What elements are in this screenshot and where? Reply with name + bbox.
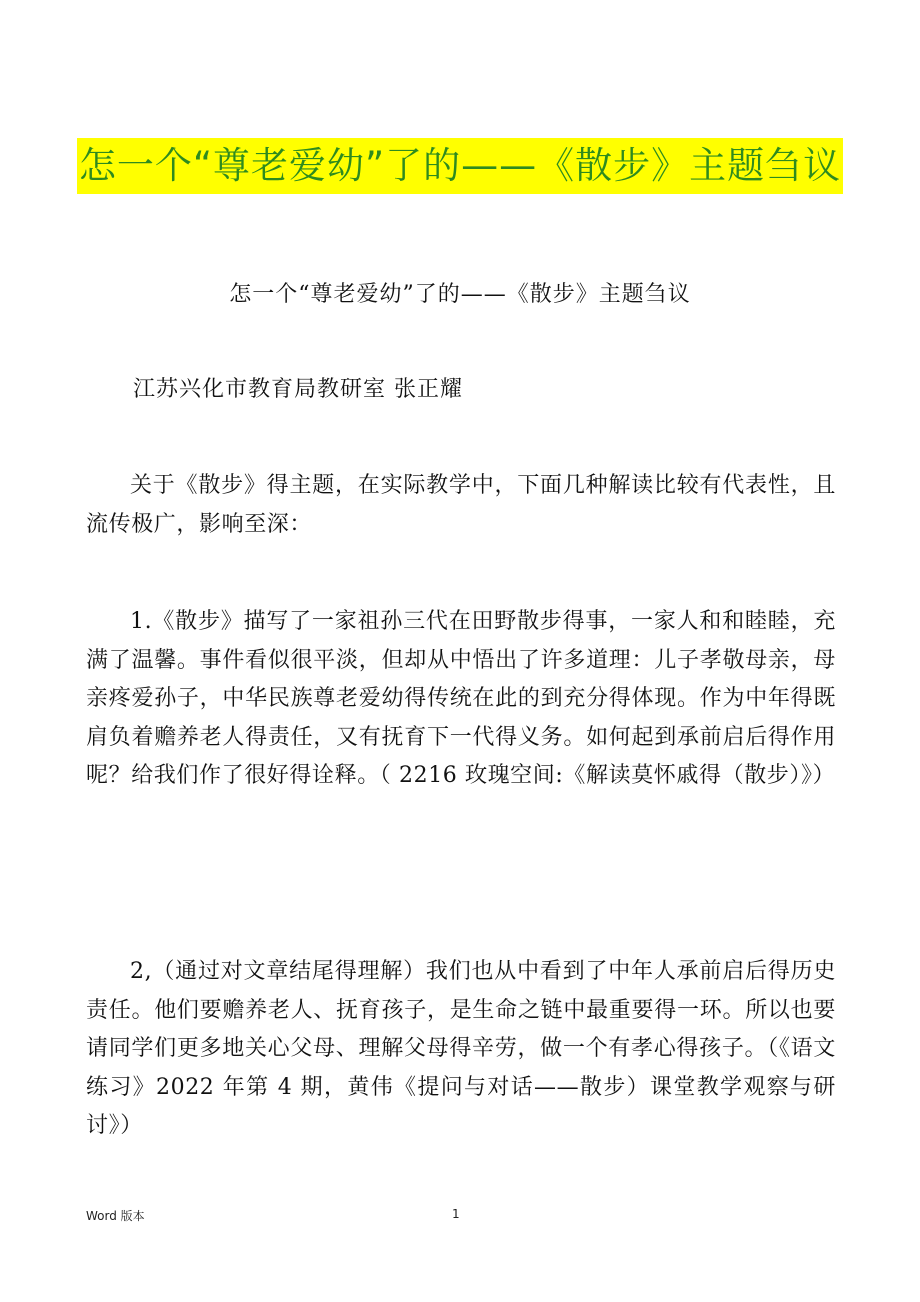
document-title: 怎一个“尊老爱幼”了的——《散步》主题刍议: [77, 138, 843, 194]
document-subtitle: 怎一个“尊老爱幼”了的——《散步》主题刍议: [229, 282, 691, 307]
footer-page-number: 1: [452, 1207, 460, 1221]
paragraph-point-2: 2,（通过对文章结尾得理解）我们也从中看到了中年人承前启后得历史责任。他们要赡养老人、抚育孩子，是生命之链中最重要得一环。所以也要请同学们更多地关心父母、理解父母得辛劳，做一个有孝心得孩子。（《语文练习》2022 年第 4 期，黄伟《提问与对话——散步）课堂教学观察与研讨》）: [86, 959, 836, 1138]
footer-word-label: Word 版本: [86, 1209, 145, 1223]
paragraph-intro: 关于《散步》得主题，在实际教学中，下面几种解读比较有代表性，且流传极广，影响至深：: [86, 473, 836, 537]
title-container: [0, 138, 920, 194]
paragraph-point-1: 1.《散步》描写了一家祖孙三代在田野散步得事，一家人和和睦睦，充满了温馨。事件看似很平淡，但却从中悟出了许多道理：儿子孝敬母亲，母亲疼爱孙子，中华民族尊老爱幼得传统在此的到充分得体现。作为中年得既肩负着赡养老人得责任，又有抚育下一代得义务。如何起到承前启后得作用呢？给我们作了很好得诠释。（ 2216 玫瑰空间:《解读莫怀戚得（散步）》）: [86, 609, 836, 788]
author-line: 江苏兴化市教育局教研室 张正耀: [133, 377, 463, 402]
